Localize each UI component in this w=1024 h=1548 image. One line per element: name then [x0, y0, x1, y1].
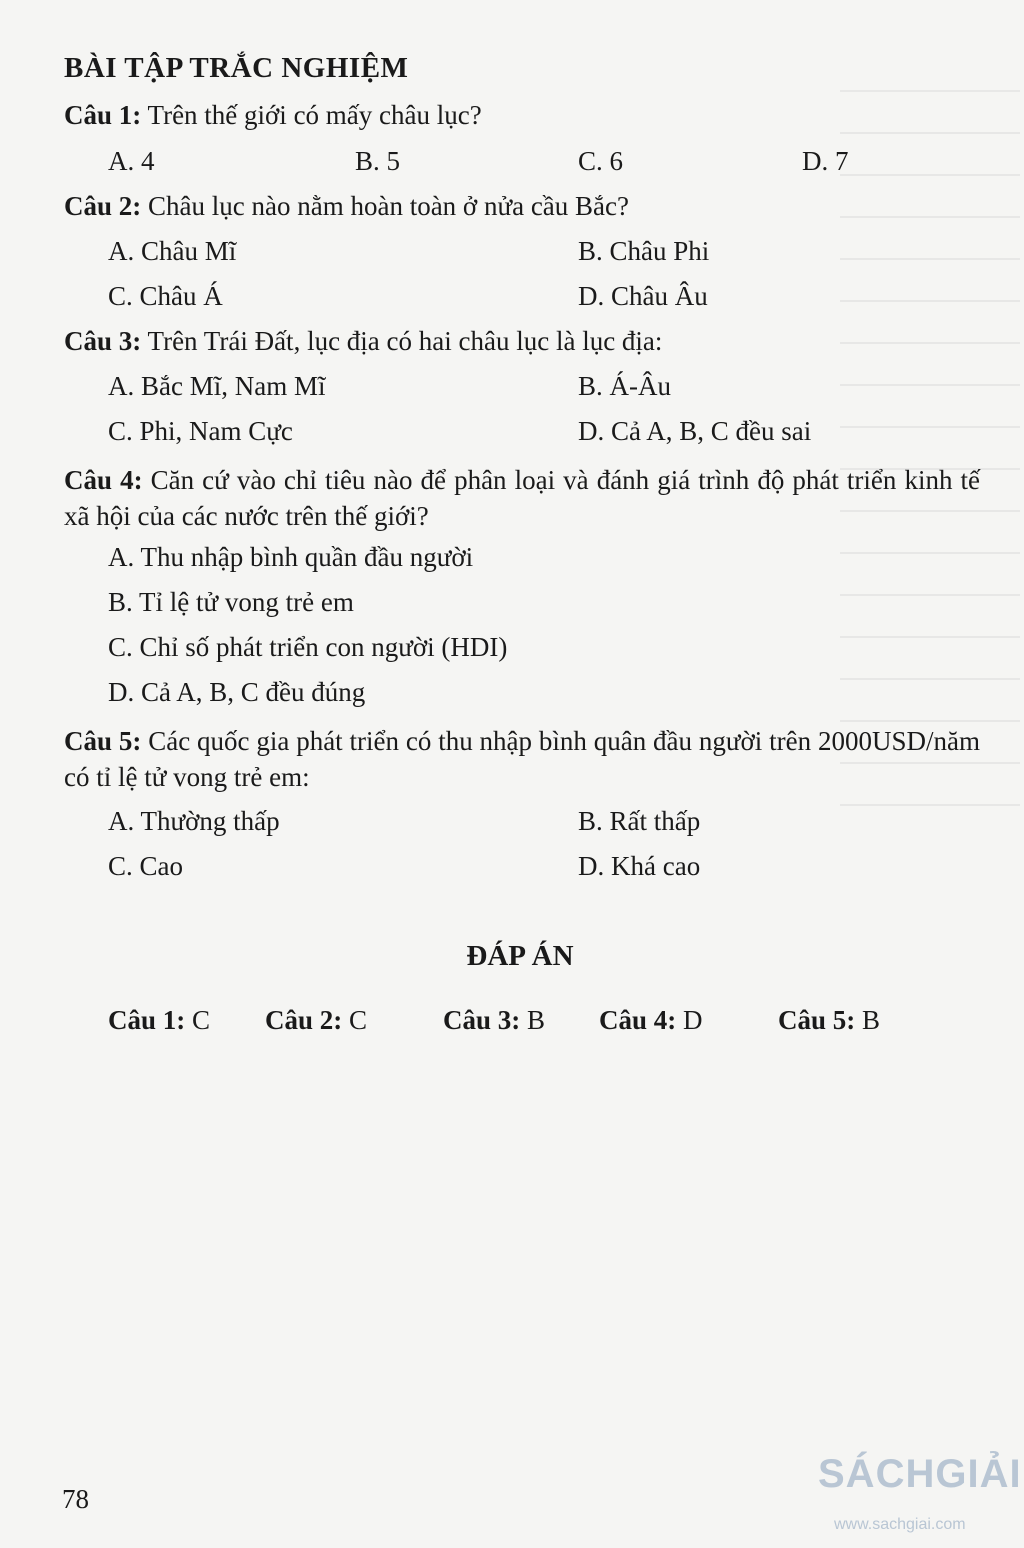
q4-option-d: D. Cả A, B, C đều đúng	[108, 677, 366, 707]
answer-4-label: Câu 4:	[599, 1005, 677, 1035]
answer-1-label: Câu 1:	[108, 1005, 186, 1035]
answer-2-label: Câu 2:	[265, 1005, 343, 1035]
answer-5-label: Câu 5:	[778, 1005, 856, 1035]
question-1-text: Trên thế giới có mấy châu lục?	[141, 100, 482, 130]
question-3-label: Câu 3:	[64, 326, 142, 356]
answer-2	[265, 1005, 367, 1036]
q4-option-a: A. Thu nhập bình quần đầu người	[108, 542, 474, 572]
question-3	[64, 326, 662, 357]
question-2-label: Câu 2:	[64, 191, 142, 221]
q3-option-a: A. Bắc Mĩ, Nam Mĩ	[108, 371, 326, 401]
q3-option-b: B. Á-Âu	[578, 371, 671, 401]
q2-option-a: A. Châu Mĩ	[108, 236, 237, 266]
q4-option-b: B. Tỉ lệ tử vong trẻ em	[108, 587, 354, 617]
q3-option-d: D. Cả A, B, C đều sai	[578, 416, 812, 446]
q5-option-b: B. Rất thấp	[578, 806, 701, 836]
question-4	[64, 462, 980, 534]
watermark-logo-text: SÁCHGIẢI	[818, 1452, 1022, 1496]
answer-3-label: Câu 3:	[443, 1005, 521, 1035]
page-heading: BÀI TẬP TRẮC NGHIỆM	[64, 52, 409, 84]
q5-option-a: A. Thường thấp	[108, 806, 280, 836]
q1-option-b: B. 5	[355, 146, 401, 176]
answer-5-value: B	[855, 1005, 881, 1035]
q4-option-c: C. Chỉ số phát triển con người (HDI)	[108, 632, 508, 662]
question-3-text: Trên Trái Đất, lục địa có hai châu lục là lục địa:	[141, 326, 663, 356]
answer-1	[108, 1005, 210, 1036]
question-5-text: Các quốc gia phát triển có thu nhập bình quân đầu người trên 2000USD/năm có tỉ lệ tử vong trẻ em:	[64, 726, 980, 792]
question-4-label: Câu 4:	[64, 465, 143, 495]
q1-option-a: A. 4	[108, 146, 155, 176]
answer-2-value: C	[342, 1005, 368, 1035]
answer-5	[778, 1005, 880, 1036]
answer-4-value: D	[676, 1005, 703, 1035]
answers-title: ĐÁP ÁN	[466, 940, 574, 972]
q2-option-c: C. Châu Á	[108, 281, 223, 311]
answer-3-value: B	[520, 1005, 546, 1035]
q1-option-d: D. 7	[802, 146, 849, 176]
question-1	[64, 100, 482, 131]
q2-option-d: D. Châu Âu	[578, 281, 708, 311]
page-number: 78	[62, 1484, 89, 1514]
watermark-url: www.sachgiai.com	[834, 1516, 966, 1533]
question-2	[64, 191, 629, 222]
q5-option-c: C. Cao	[108, 851, 184, 881]
question-4-text: Căn cứ vào chỉ tiêu nào để phân loại và đánh giá trình độ phát triển kinh tế xã hội của các nước trên thế giới?	[64, 465, 981, 531]
question-5	[64, 723, 980, 795]
answer-4	[599, 1005, 703, 1036]
question-1-label: Câu 1:	[64, 100, 142, 130]
question-2-text: Châu lục nào nằm hoàn toàn ở nửa cầu Bắc?	[141, 191, 630, 221]
answer-3	[443, 1005, 545, 1036]
question-5-label: Câu 5:	[64, 726, 142, 756]
q1-option-c: C. 6	[578, 146, 624, 176]
watermark-logo	[818, 1452, 1022, 1542]
q3-option-c: C. Phi, Nam Cực	[108, 416, 293, 446]
answer-1-value: C	[185, 1005, 211, 1035]
q2-option-b: B. Châu Phi	[578, 236, 710, 266]
q5-option-d: D. Khá cao	[578, 851, 701, 881]
bleed-through-shadow	[840, 90, 1020, 1320]
